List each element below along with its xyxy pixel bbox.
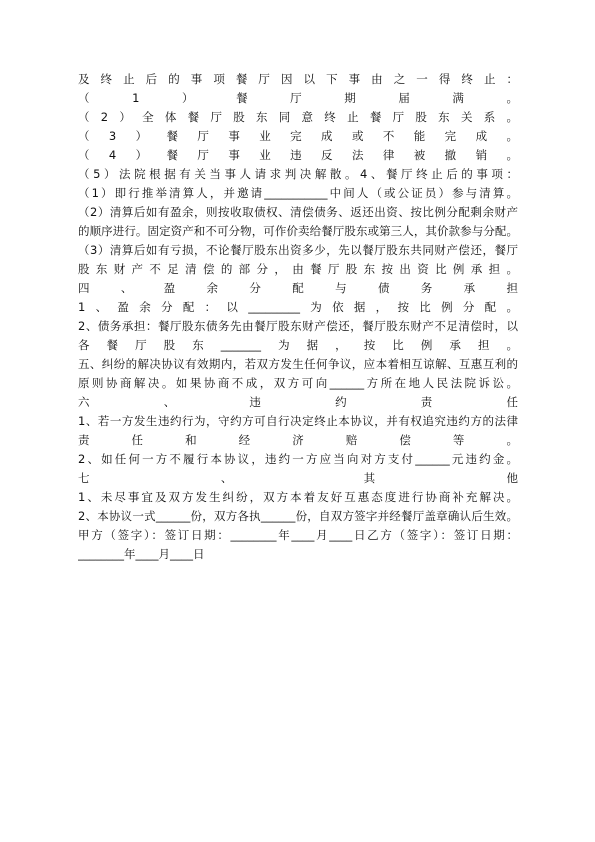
text-line: 五、纠纷的解决协议有效期内，若双方发生任何争议，应本着相互谅解、互惠互利的 <box>78 357 518 371</box>
section-heading: 四、盈余分配与债务承担 <box>78 281 518 295</box>
text-line: 及终止后的事项餐厅因以下事由之一得终止： <box>78 72 518 86</box>
text-line: 1、盈余分配：以_________为依据，按比例分配。 <box>78 300 518 314</box>
text-line: （2）清算后如有盈余，则按收取债权、清偿债务、返还出资、按比例分配剩余财产 <box>78 205 518 219</box>
text-line: （3）清算后如有亏损，不论餐厅股东出资多少，先以餐厅股东共同财产偿还，餐厅 <box>78 243 518 257</box>
text-line: 责任和经济赔偿等。 <box>78 433 518 447</box>
text-line: 1、若一方发生违约行为，守约方可自行决定终止本协议，并有权追究违约方的法律 <box>78 414 518 428</box>
text-line: （1）餐厅期届满。 <box>78 91 518 105</box>
section-heading: 七、其他 <box>78 471 518 485</box>
text-line: 2、本协议一式______份，双方各执______份，自双方签字并经餐厅盖章确认后生效。 <box>78 509 518 523</box>
text-line: 原则协商解决。如果协商不成，双方可向______方所在地人民法院诉讼。 <box>78 376 518 390</box>
document-body <box>78 70 518 564</box>
text-line: 2、债务承担：餐厅股东债务先由餐厅股东财产偿还，餐厅股东财产不足清偿时，以 <box>78 319 518 333</box>
signature-line: 甲方（签字）：签订日期：________年____月____日乙方（签字）：签订日期： <box>78 528 518 542</box>
text-line: （4）餐厅事业违反法律被撤销。 <box>78 148 518 162</box>
text-line: 2、如任何一方不履行本协议，违约一方应当向对方支付______元违约金。 <box>78 452 518 466</box>
text-line: （2）全体餐厅股东同意终止餐厅股东关系。 <box>78 110 518 124</box>
text-line: （5）法院根据有关当事人请求判决解散。4、餐厅终止后的事项： <box>78 167 518 181</box>
text-line: 各餐厅股东_______为据，按比例承担。 <box>78 338 518 352</box>
signature-date-line: ________年____月____日 <box>78 547 205 561</box>
text-line: 的顺序进行。固定资产和不可分物，可作价卖给餐厅股东或第三人，其价款参与分配。 <box>78 224 518 238</box>
text-line: （1）即行推举清算人，并邀请___________中间人（或公证员）参与清算。 <box>78 186 518 200</box>
section-heading: 六、违约责任 <box>78 395 518 409</box>
text-line: 股东财产不足清偿的部分，由餐厅股东按出资比例承担。 <box>78 262 518 276</box>
text-line: 1、未尽事宜及双方发生纠纷，双方本着友好互惠态度进行协商补充解决。 <box>78 490 518 504</box>
text-line: （3）餐厅事业完成或不能完成。 <box>78 129 518 143</box>
